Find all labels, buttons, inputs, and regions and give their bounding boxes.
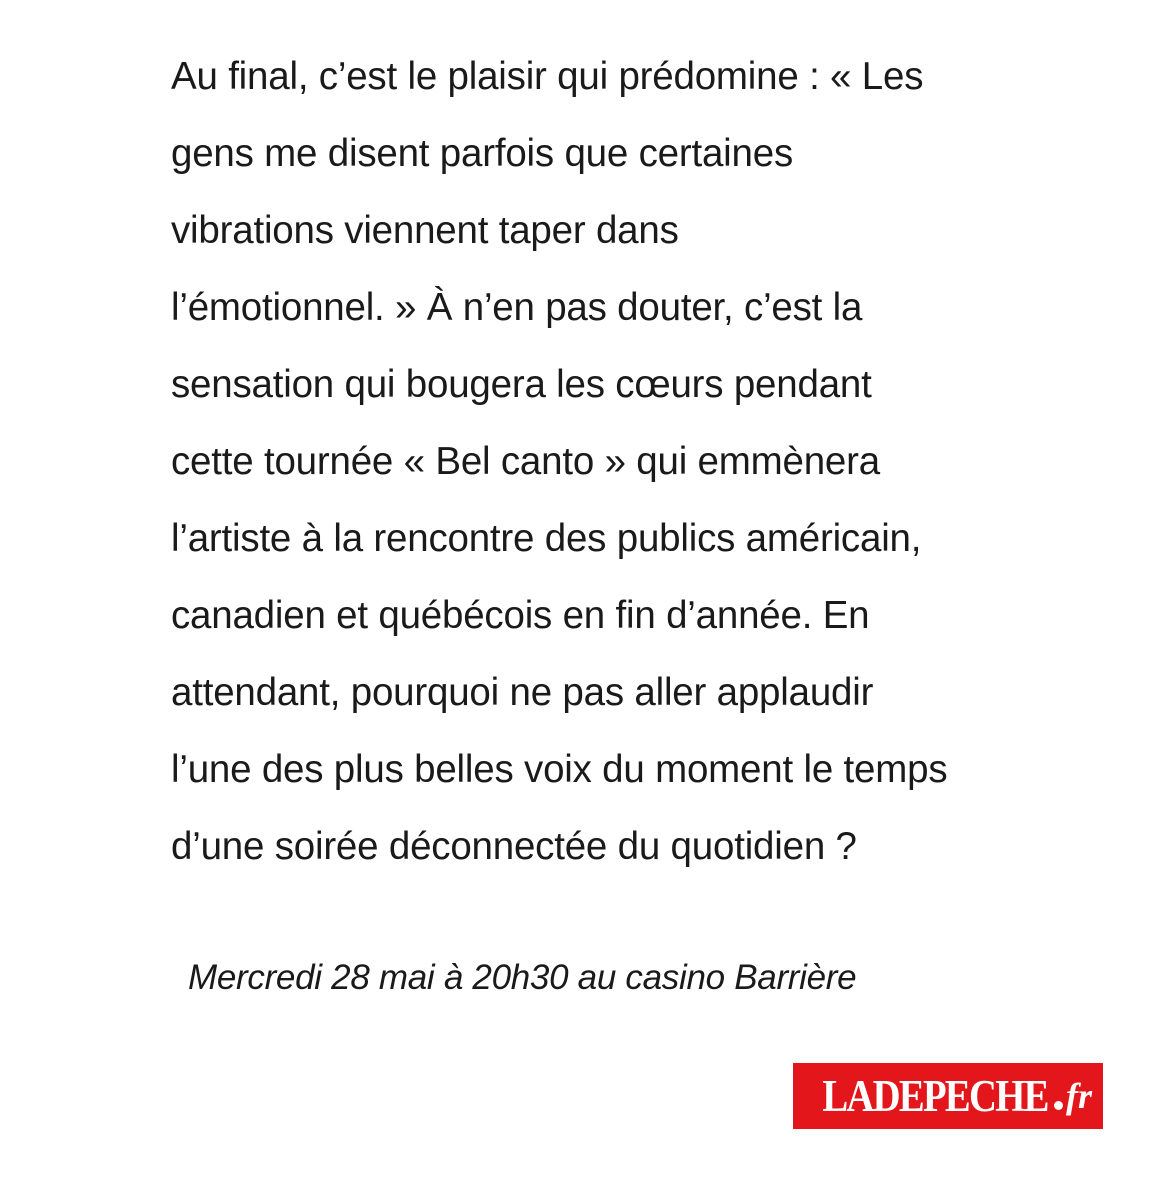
article-line: attendant, pourquoi ne pas aller applaudir <box>171 671 874 714</box>
logo-dot-icon <box>1054 1101 1063 1110</box>
article-line: canadien et québécois en fin d’année. En <box>171 594 870 637</box>
logo-suffix: fr <box>1066 1076 1093 1116</box>
article-line: d’une soirée déconnectée du quotidien ? <box>171 825 857 868</box>
event-info: Mercredi 28 mai à 20h30 au casino Barrière <box>188 958 857 997</box>
article-body <box>171 38 1071 885</box>
article-line: l’émotionnel. » À n’en pas douter, c’est la <box>171 286 863 329</box>
article-line: l’une des plus belles voix du moment le temps <box>171 748 948 791</box>
article-line: cette tournée « Bel canto » qui emmènera <box>171 440 880 483</box>
ladepeche-logo <box>793 1063 1103 1129</box>
article-line: gens me disent parfois que certaines <box>171 132 793 175</box>
logo-wordmark: LADEPECHE <box>822 1071 1048 1121</box>
article-line: sensation qui bougera les cœurs pendant <box>171 363 872 406</box>
article-line: vibrations viennent taper dans <box>171 209 679 252</box>
article-line: l’artiste à la rencontre des publics américain, <box>171 517 922 560</box>
article-line: Au final, c’est le plaisir qui prédomine : « Les <box>171 55 924 98</box>
